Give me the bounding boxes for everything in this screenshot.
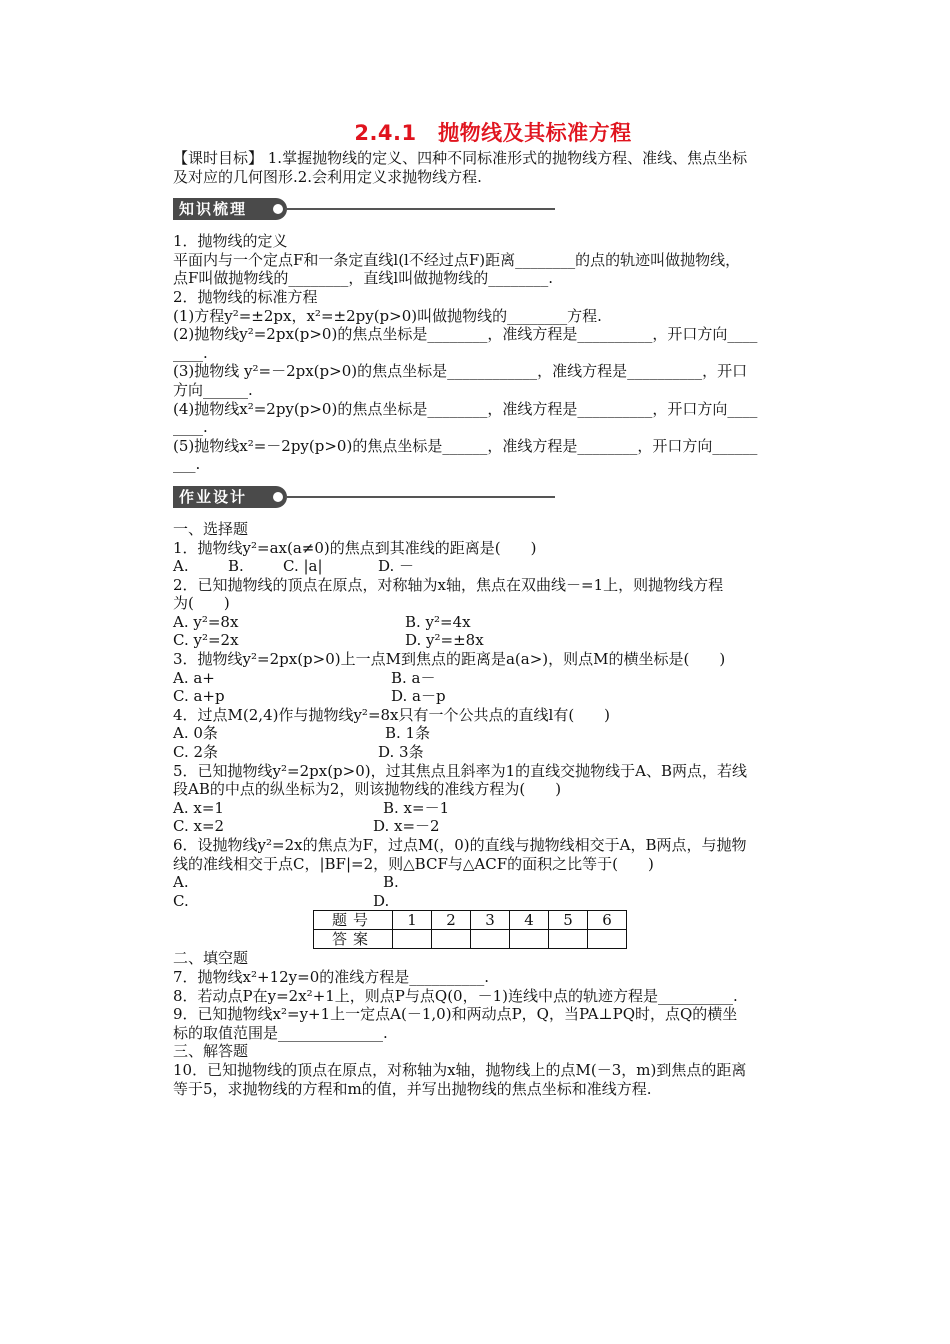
section-rule: [285, 496, 555, 498]
knowledge-line: 2．抛物线的标准方程: [173, 287, 318, 306]
knowledge-line: (1)方程y²=±2px，x²=±2py(p>0)叫做抛物线的________方程.: [173, 306, 602, 325]
answer-cell[interactable]: [432, 930, 471, 949]
question-5-cont: 段AB的中点的纵坐标为2，则该抛物线的准线方程为( ): [173, 780, 562, 799]
question-1: 1．抛物线y²=ax(a≠0)的焦点到其准线的距离是( ): [173, 538, 537, 557]
question-9-cont: 标的取值范围是______________.: [173, 1023, 388, 1042]
option-a: A. y²=8x: [173, 612, 239, 631]
option-a: A.: [173, 873, 189, 892]
knowledge-line: (5)抛物线x²=－2py(p>0)的焦点坐标是______，准线方程是________，开口方向______: [173, 436, 758, 455]
option-c: C.: [173, 891, 189, 910]
option-a: A.: [173, 557, 189, 576]
table-cell: 3: [471, 911, 510, 930]
knowledge-line: 平面内与一个定点F和一条定直线l(l不经过点F)距离________的点的轨迹叫做抛物线，: [173, 250, 741, 269]
answer-cell[interactable]: [393, 930, 432, 949]
knowledge-line: ____.: [173, 343, 208, 362]
part-heading: 一、选择题: [173, 519, 249, 538]
option-c: C. a+p: [173, 687, 225, 706]
table-cell: 6: [588, 911, 627, 930]
homework-body: [173, 520, 813, 1098]
knowledge-line: 方向______.: [173, 380, 253, 399]
objective-line-1: 【课时目标】 1.掌握抛物线的定义、四种不同标准形式的抛物线方程、准线、焦点坐标: [173, 149, 748, 167]
objective-line-2: 及对应的几何图形.2.会利用定义求抛物线方程.: [173, 167, 482, 186]
option-b: B. 1条: [385, 724, 431, 743]
question-8: 8．若动点P在y=2x²+1上，则点P与点Q(0，－1)连线中点的轨迹方程是__________.: [173, 986, 738, 1005]
section-tag: 作业设计: [173, 486, 287, 508]
question-3: 3．抛物线y²=2px(p>0)上一点M到焦点的距离是a(a>)，则点M的横坐标是( ): [173, 650, 726, 669]
q2-options: [173, 631, 813, 650]
knowledge-line: ___.: [173, 455, 201, 474]
question-6-cont: 线的准线相交于点C，|BF|=2，则△BCF与△ACF的面积之比等于( ): [173, 854, 654, 873]
question-6: 6．设抛物线y²=2x的焦点为F，过点M(，0)的直线与抛物线相交于A，B两点，与抛物: [173, 836, 747, 854]
question-10: 10．已知抛物线的顶点在原点，对称轴为x轴，抛物线上的点M(－3，m)到焦点的距离: [173, 1060, 747, 1079]
question-5: 5．已知抛物线y²=2px(p>0)，过其焦点且斜率为1的直线交抛物线于A、B两点，若线: [173, 761, 748, 780]
table-row-head: 答案: [314, 930, 393, 949]
knowledge-line: (2)抛物线y²=2px(p>0)的焦点坐标是________，准线方程是__________，开口方向____: [173, 325, 758, 344]
q2-options: [173, 613, 813, 632]
option-b: B.: [383, 873, 399, 892]
q3-options: [173, 669, 813, 688]
q5-options: [173, 817, 813, 836]
option-b: B. x=－1: [383, 798, 450, 817]
option-b: B. a－: [391, 668, 436, 687]
table-cell: 5: [549, 911, 588, 930]
option-c: C. y²=2x: [173, 631, 239, 650]
knowledge-line: 点F叫做抛物线的________，直线l叫做抛物线的________.: [173, 269, 553, 288]
q3-options: [173, 687, 813, 706]
q4-options: [173, 743, 813, 762]
q5-options: [173, 799, 813, 818]
answer-cell[interactable]: [549, 930, 588, 949]
q4-options: [173, 724, 813, 743]
q1-options: [173, 557, 813, 576]
option-a: A. 0条: [173, 724, 218, 743]
option-d: D. －: [378, 557, 415, 576]
option-b: B. y²=4x: [405, 612, 471, 631]
table-row: [314, 930, 627, 949]
page-title: 2.4.1 抛物线及其标准方程: [354, 121, 632, 145]
option-d: D. y²=±8x: [405, 631, 484, 650]
q6-options: [173, 892, 813, 911]
answer-cell[interactable]: [588, 930, 627, 949]
question-7: 7．抛物线x²+12y=0的准线方程是__________.: [173, 967, 490, 986]
part-heading: 三、解答题: [173, 1042, 249, 1061]
document-page: [173, 118, 813, 1098]
answer-cell[interactable]: [510, 930, 549, 949]
option-c: C. x=2: [173, 817, 225, 836]
table-row: [314, 911, 627, 930]
knowledge-line: ____.: [173, 418, 208, 437]
option-d: D. x=－2: [373, 817, 440, 836]
q6-options: [173, 873, 813, 892]
option-d: D. 3条: [378, 743, 424, 762]
option-d: D. a－p: [391, 687, 446, 706]
question-9: 9．已知抛物线x²=y+1上一定点A(－1,0)和两动点P，Q，当PA⊥PQ时，点Q的横坐: [173, 1005, 738, 1024]
section-dot-icon: [273, 492, 283, 502]
option-b: B.: [228, 557, 244, 576]
option-c: C. 2条: [173, 743, 219, 762]
question-10-cont: 等于5，求抛物线的方程和m的值，并写出抛物线的焦点坐标和准线方程.: [173, 1079, 652, 1098]
option-c: C. |a|: [283, 557, 323, 576]
table-cell: 1: [393, 911, 432, 930]
section-header-knowledge: [173, 198, 813, 220]
section-tag: 知识梳理: [173, 198, 287, 220]
question-2-cont: 为( ): [173, 594, 230, 613]
section-header-homework: [173, 486, 813, 508]
option-a: A. x=1: [173, 798, 224, 817]
question-4: 4．过点M(2,4)作与抛物线y²=8x只有一个公共点的直线l有( ): [173, 705, 611, 724]
option-d: D.: [373, 891, 390, 910]
option-a: A. a+: [173, 668, 215, 687]
table-row-head: 题号: [314, 911, 393, 930]
part-heading: 二、填空题: [173, 949, 249, 968]
knowledge-body: [173, 232, 813, 474]
knowledge-line: (3)抛物线 y²=－2px(p>0)的焦点坐标是____________，准线方程是__________，开口: [173, 362, 748, 381]
knowledge-line: (4)抛物线x²=2py(p>0)的焦点坐标是________，准线方程是__________，开口方向____: [173, 399, 758, 418]
table-cell: 4: [510, 911, 549, 930]
answer-table: [313, 910, 627, 949]
question-2: 2．已知抛物线的顶点在原点，对称轴为x轴，焦点在双曲线－=1上，则抛物线方程: [173, 575, 724, 594]
table-cell: 2: [432, 911, 471, 930]
section-rule: [285, 208, 555, 210]
knowledge-line: 1．抛物线的定义: [173, 232, 288, 251]
answer-cell[interactable]: [471, 930, 510, 949]
